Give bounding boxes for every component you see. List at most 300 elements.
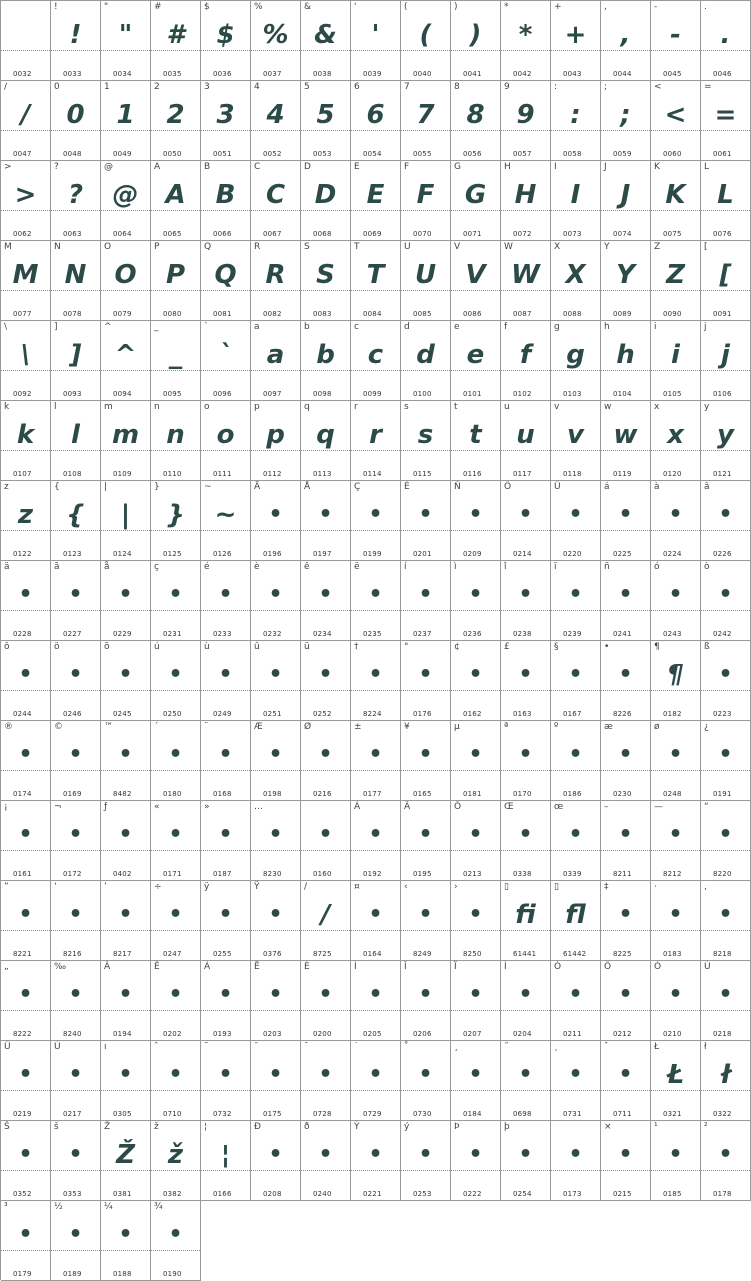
glyph-cell-0066 <box>201 161 251 241</box>
glyph-sample: • <box>718 582 733 607</box>
glyph-label: l <box>54 402 57 412</box>
glyph-cell-0077 <box>1 241 51 321</box>
glyph-label: 7 <box>404 82 410 92</box>
glyph-code: 0108 <box>63 470 82 478</box>
glyph-code: 0042 <box>513 70 532 78</box>
glyph-label: k <box>4 402 10 412</box>
glyph-code: 0184 <box>463 1110 482 1118</box>
glyph-label: # <box>154 2 162 12</box>
glyph-sample: Ž <box>116 1140 135 1170</box>
glyph-sample: • <box>18 1222 33 1247</box>
glyph-sample: • <box>18 742 33 767</box>
glyph-code: 0085 <box>413 310 432 318</box>
glyph-cell-0065 <box>151 161 201 241</box>
glyph-label: š <box>54 1122 59 1132</box>
glyph-label: U <box>404 242 411 252</box>
glyph-sample: R <box>265 260 286 290</box>
glyph-sample: m <box>111 420 140 450</box>
glyph-code: 0352 <box>13 1190 32 1198</box>
glyph-code: 0192 <box>363 870 382 878</box>
glyph-sample: • <box>118 662 133 687</box>
glyph-label: ¢ <box>454 642 460 652</box>
glyph-code: 8218 <box>713 950 732 958</box>
glyph-sample: . <box>720 20 731 50</box>
glyph-cell-0236 <box>451 561 501 641</box>
glyph-cell-0050 <box>151 81 201 161</box>
glyph-code: 0050 <box>163 150 182 158</box>
glyph-sample: L <box>717 180 734 210</box>
glyph-code: 0202 <box>163 1030 182 1038</box>
glyph-code: 0205 <box>363 1030 382 1038</box>
glyph-sample: • <box>418 582 433 607</box>
glyph-sample: K <box>665 180 686 210</box>
glyph-code: 0236 <box>463 630 482 638</box>
glyph-cell-0196 <box>251 481 301 561</box>
glyph-sample: • <box>268 1062 283 1087</box>
glyph-code: 0083 <box>313 310 332 318</box>
glyph-sample: • <box>218 902 233 927</box>
glyph-label: q <box>304 402 310 412</box>
glyph-label: ˇ <box>604 1042 609 1052</box>
glyph-sample: @ <box>112 180 139 210</box>
glyph-label: Ð <box>254 1122 261 1132</box>
glyph-cell-0728 <box>301 1041 351 1121</box>
glyph-code: 0091 <box>713 310 732 318</box>
glyph-cell-0381 <box>101 1121 151 1201</box>
glyph-cell-0250 <box>151 641 201 721</box>
glyph-cell-0108 <box>51 401 101 481</box>
glyph-cell-0234 <box>301 561 351 641</box>
glyph-sample: • <box>318 1062 333 1087</box>
glyph-label: r <box>354 402 358 412</box>
glyph-sample: • <box>118 582 133 607</box>
glyph-label: Ô <box>604 962 612 972</box>
glyph-code: 0100 <box>413 390 432 398</box>
glyph-label: ž <box>154 1122 159 1132</box>
glyph-cell-0059 <box>601 81 651 161</box>
glyph-code: 0732 <box>213 1110 232 1118</box>
glyph-cell-8225 <box>601 881 651 961</box>
glyph-sample: • <box>518 502 533 527</box>
glyph-cell-0037 <box>251 1 301 81</box>
glyph-label: [ <box>704 242 708 252</box>
glyph-sample: • <box>618 822 633 847</box>
glyph-code: 0221 <box>363 1190 382 1198</box>
glyph-code: 0162 <box>463 710 482 718</box>
glyph-code: 0190 <box>163 1270 182 1278</box>
glyph-sample: W <box>511 260 540 290</box>
glyph-sample: C <box>265 180 286 210</box>
glyph-sample: E <box>366 180 385 210</box>
glyph-cell-0209 <box>451 481 501 561</box>
glyph-cell-0169 <box>51 721 101 801</box>
glyph-cell-0200 <box>301 961 351 1041</box>
glyph-label: ú <box>154 642 160 652</box>
glyph-sample: O <box>114 260 137 290</box>
glyph-cell-0121 <box>701 401 751 481</box>
glyph-cell-0103 <box>551 321 601 401</box>
glyph-label: Ê <box>154 962 160 972</box>
glyph-sample: • <box>568 502 583 527</box>
glyph-code: 0172 <box>63 870 82 878</box>
glyph-sample: 1 <box>116 100 135 130</box>
glyph-code: 0098 <box>313 390 332 398</box>
glyph-cell-0242 <box>701 561 751 641</box>
glyph-code: 0080 <box>163 310 182 318</box>
glyph-code: 0305 <box>113 1110 132 1118</box>
glyph-cell-61442 <box>551 881 601 961</box>
glyph-cell-0120 <box>651 401 701 481</box>
glyph-sample: • <box>618 582 633 607</box>
glyph-sample: • <box>18 982 33 1007</box>
glyph-sample: • <box>268 662 283 687</box>
glyph-label: a <box>254 322 260 332</box>
glyph-label: Ç <box>354 482 361 492</box>
glyph-label: Ł <box>654 1042 660 1052</box>
glyph-sample: 2 <box>166 100 185 130</box>
glyph-code: 0214 <box>513 550 532 558</box>
glyph-label: e <box>454 322 460 332</box>
glyph-cell-0224 <box>651 481 701 561</box>
glyph-code: 0173 <box>563 1190 582 1198</box>
glyph-code: 0062 <box>13 230 32 238</box>
glyph-label: ‚ <box>704 882 707 892</box>
glyph-code: 0250 <box>163 710 182 718</box>
glyph-cell-0251 <box>251 641 301 721</box>
glyph-sample: 9 <box>516 100 535 130</box>
glyph-sample: • <box>18 822 33 847</box>
glyph-sample: 8 <box>466 100 485 130</box>
glyph-sample: / <box>20 100 31 130</box>
glyph-sample: • <box>168 822 183 847</box>
glyph-sample: b <box>316 340 335 370</box>
glyph-cell-0084 <box>351 241 401 321</box>
glyph-sample: • <box>468 582 483 607</box>
glyph-code: 0181 <box>463 790 482 798</box>
glyph-code: 0228 <box>13 630 32 638</box>
glyph-sample: ¦ <box>220 1140 231 1170</box>
glyph-sample: n <box>166 420 185 450</box>
glyph-label: ù <box>204 642 210 652</box>
glyph-cell-0195 <box>401 801 451 881</box>
glyph-code: 0193 <box>213 1030 232 1038</box>
glyph-code: 0115 <box>413 470 432 478</box>
glyph-cell-0046 <box>701 1 751 81</box>
glyph-code: 0117 <box>513 470 532 478</box>
glyph-sample: • <box>168 582 183 607</box>
glyph-code: 0166 <box>213 1190 232 1198</box>
glyph-sample: ; <box>620 100 631 130</box>
glyph-cell-0171 <box>151 801 201 881</box>
glyph-code: 0170 <box>513 790 532 798</box>
glyph-code: 8230 <box>263 870 282 878</box>
glyph-sample: l <box>71 420 80 450</box>
glyph-code: 0094 <box>113 390 132 398</box>
glyph-code: 0035 <box>163 70 182 78</box>
glyph-cell-0164 <box>351 881 401 961</box>
glyph-sample: f <box>519 340 532 370</box>
glyph-cell-8226 <box>601 641 651 721</box>
glyph-sample: • <box>568 982 583 1007</box>
glyph-code: 8217 <box>113 950 132 958</box>
glyph-label: ÷ <box>154 882 162 892</box>
glyph-code: 0218 <box>713 1030 732 1038</box>
glyph-label: … <box>254 802 263 812</box>
glyph-label: h <box>604 322 610 332</box>
glyph-code: 0197 <box>313 550 332 558</box>
glyph-sample: • <box>268 902 283 927</box>
glyph-code: 0102 <box>513 390 532 398</box>
glyph-code: 0044 <box>613 70 632 78</box>
glyph-code: 0201 <box>413 550 432 558</box>
glyph-sample: s <box>417 420 434 450</box>
glyph-sample: • <box>68 1062 83 1087</box>
glyph-cell-0163 <box>501 641 551 721</box>
glyph-label: « <box>154 802 160 812</box>
glyph-cell-0063 <box>51 161 101 241</box>
glyph-cell-0048 <box>51 81 101 161</box>
glyph-label: ¥ <box>404 722 410 732</box>
glyph-label: T <box>354 242 360 252</box>
glyph-code: 8482 <box>113 790 132 798</box>
glyph-code: 0185 <box>663 1190 682 1198</box>
glyph-code: 0081 <box>213 310 232 318</box>
glyph-label: f <box>504 322 508 332</box>
glyph-cell-0221 <box>351 1121 401 1201</box>
glyph-code: 0112 <box>263 470 282 478</box>
glyph-cell-0244 <box>1 641 51 721</box>
glyph-sample: Q <box>214 260 237 290</box>
glyph-label: ¶ <box>654 642 660 652</box>
glyph-sample: I <box>570 180 581 210</box>
glyph-cell-0036 <box>201 1 251 81</box>
glyph-code: 0199 <box>363 550 382 558</box>
glyph-cell-0078 <box>51 241 101 321</box>
glyph-sample: • <box>618 902 633 927</box>
glyph-label: × <box>604 1122 612 1132</box>
glyph-cell-0180 <box>151 721 201 801</box>
glyph-code: 0116 <box>463 470 482 478</box>
glyph-sample: - <box>670 20 681 50</box>
glyph-code: 0125 <box>163 550 182 558</box>
glyph-label: ì <box>454 562 457 572</box>
glyph-sample: • <box>368 662 383 687</box>
glyph-code: 0237 <box>413 630 432 638</box>
glyph-code: 0731 <box>563 1110 582 1118</box>
glyph-sample: • <box>418 1062 433 1087</box>
glyph-cell-0711 <box>601 1041 651 1121</box>
glyph-code: 0233 <box>213 630 232 638</box>
glyph-label: < <box>654 82 662 92</box>
glyph-label: ² <box>704 1122 708 1132</box>
glyph-code: 8216 <box>63 950 82 958</box>
glyph-sample: • <box>518 742 533 767</box>
glyph-label: û <box>254 642 260 652</box>
glyph-cell-8482 <box>101 721 151 801</box>
glyph-sample: i <box>671 340 680 370</box>
glyph-cell-0107 <box>1 401 51 481</box>
glyph-label: } <box>154 482 160 492</box>
glyph-cell-0199 <box>351 481 401 561</box>
glyph-sample: $ <box>216 20 235 50</box>
glyph-sample: • <box>518 982 533 1007</box>
glyph-sample: • <box>618 1142 633 1167</box>
glyph-label: ▯ <box>554 882 559 892</box>
glyph-cell-0248 <box>651 721 701 801</box>
glyph-code: 0229 <box>113 630 132 638</box>
glyph-cell-0116 <box>451 401 501 481</box>
glyph-code: 0203 <box>263 1030 282 1038</box>
glyph-cell-0113 <box>301 401 351 481</box>
glyph-code: 0088 <box>563 310 582 318</box>
glyph-code: 0206 <box>413 1030 432 1038</box>
glyph-code: 0241 <box>613 630 632 638</box>
glyph-label: ¤ <box>354 882 360 892</box>
glyph-code: 0402 <box>113 870 132 878</box>
glyph-cell-0233 <box>201 561 251 641</box>
glyph-label: Ü <box>554 482 561 492</box>
glyph-label: / <box>4 82 8 92</box>
glyph-label: W <box>504 242 513 252</box>
glyph-sample: • <box>18 1142 33 1167</box>
glyph-label: ã <box>54 562 60 572</box>
glyph-label: 8 <box>454 82 460 92</box>
glyph-code: 0216 <box>313 790 332 798</box>
glyph-code: 0074 <box>613 230 632 238</box>
glyph-label: M <box>4 242 12 252</box>
glyph-label: · <box>654 882 657 892</box>
glyph-label: ½ <box>54 1202 63 1212</box>
glyph-code: 0060 <box>663 150 682 158</box>
glyph-cell-8725 <box>301 881 351 961</box>
glyph-cell-0106 <box>701 321 751 401</box>
glyph-cell-0204 <box>501 961 551 1041</box>
glyph-code: 0073 <box>563 230 582 238</box>
glyph-code: 0212 <box>613 1030 632 1038</box>
glyph-sample: ! <box>69 20 82 50</box>
glyph-label: ~ <box>204 482 212 492</box>
glyph-label: § <box>554 642 559 652</box>
glyph-label: Ì <box>504 962 507 972</box>
glyph-cell-0034 <box>101 1 151 81</box>
glyph-label: _ <box>154 322 159 332</box>
glyph-label: S <box>304 242 310 252</box>
glyph-code: 0065 <box>163 230 182 238</box>
glyph-cell-0060 <box>651 81 701 161</box>
glyph-sample: c <box>367 340 384 370</box>
glyph-sample: X <box>565 260 586 290</box>
glyph-label: ı <box>104 1042 107 1052</box>
glyph-sample: • <box>468 982 483 1007</box>
glyph-sample: T <box>366 260 385 290</box>
glyph-cell-8216 <box>51 881 101 961</box>
glyph-label: ¡ <box>4 802 8 812</box>
glyph-code: 0165 <box>413 790 432 798</box>
glyph-sample: • <box>68 982 83 1007</box>
glyph-code: 0092 <box>13 390 32 398</box>
glyph-code: 0071 <box>463 230 482 238</box>
glyph-sample: • <box>218 742 233 767</box>
glyph-cell-0168 <box>201 721 251 801</box>
glyph-sample: • <box>118 902 133 927</box>
glyph-cell-0231 <box>151 561 201 641</box>
glyph-code: 8212 <box>663 870 682 878</box>
glyph-cell-0730 <box>401 1041 451 1121</box>
glyph-sample: d <box>416 340 435 370</box>
glyph-label: Å <box>304 482 311 492</box>
glyph-code: 0036 <box>213 70 232 78</box>
glyph-cell-8211 <box>601 801 651 881</box>
glyph-cell-0096 <box>201 321 251 401</box>
glyph-label: + <box>554 2 562 12</box>
glyph-cell-8221 <box>1 881 51 961</box>
glyph-cell-8249 <box>401 881 451 961</box>
glyph-cell-0235 <box>351 561 401 641</box>
glyph-label: % <box>254 2 263 12</box>
glyph-sample: • <box>318 582 333 607</box>
glyph-label: ł <box>704 1042 707 1052</box>
glyph-label: - <box>654 2 658 12</box>
glyph-code: 0245 <box>113 710 132 718</box>
glyph-code: 0321 <box>663 1110 682 1118</box>
glyph-label: ¯ <box>254 1042 259 1052</box>
glyph-label: " <box>104 2 109 12</box>
glyph-cell-0227 <box>51 561 101 641</box>
glyph-cell-0188 <box>101 1201 151 1281</box>
glyph-sample: • <box>118 982 133 1007</box>
glyph-label: œ <box>554 802 564 812</box>
glyph-sample: • <box>368 982 383 1007</box>
glyph-cell-0203 <box>251 961 301 1041</box>
glyph-label: ˜ <box>204 1042 209 1052</box>
glyph-code: 0101 <box>463 390 482 398</box>
glyph-code: 0244 <box>13 710 32 718</box>
glyph-label: À <box>354 802 361 812</box>
glyph-sample: • <box>268 502 283 527</box>
glyph-sample: • <box>418 902 433 927</box>
glyph-sample: j <box>721 340 730 370</box>
glyph-cell-0092 <box>1 321 51 401</box>
glyph-label: w <box>604 402 612 412</box>
glyph-code: 0239 <box>563 630 582 638</box>
glyph-sample: * <box>518 20 533 50</box>
glyph-code: 0124 <box>113 550 132 558</box>
glyph-code: 0111 <box>213 470 232 478</box>
glyph-cell-0183 <box>651 881 701 961</box>
glyph-cell-0230 <box>601 721 651 801</box>
glyph-cell-0249 <box>201 641 251 721</box>
glyph-code: 0730 <box>413 1110 432 1118</box>
glyph-code: 0049 <box>113 150 132 158</box>
glyph-label: | <box>104 482 108 492</box>
glyph-sample: • <box>568 1062 583 1087</box>
glyph-label: ª <box>504 722 509 732</box>
glyph-code: 0037 <box>263 70 282 78</box>
glyph-sample: ) <box>469 20 482 50</box>
glyph-sample: N <box>64 260 87 290</box>
glyph-cell-0056 <box>451 81 501 161</box>
glyph-label: ’ <box>104 882 107 892</box>
glyph-cell-0191 <box>701 721 751 801</box>
glyph-cell-0081 <box>201 241 251 321</box>
glyph-cell-0162 <box>451 641 501 721</box>
glyph-cell-0729 <box>351 1041 401 1121</box>
glyph-cell-0220 <box>551 481 601 561</box>
glyph-sample: • <box>718 662 733 687</box>
glyph-cell-0071 <box>451 161 501 241</box>
glyph-label: ý <box>404 1122 410 1132</box>
glyph-sample: ` <box>219 340 232 370</box>
